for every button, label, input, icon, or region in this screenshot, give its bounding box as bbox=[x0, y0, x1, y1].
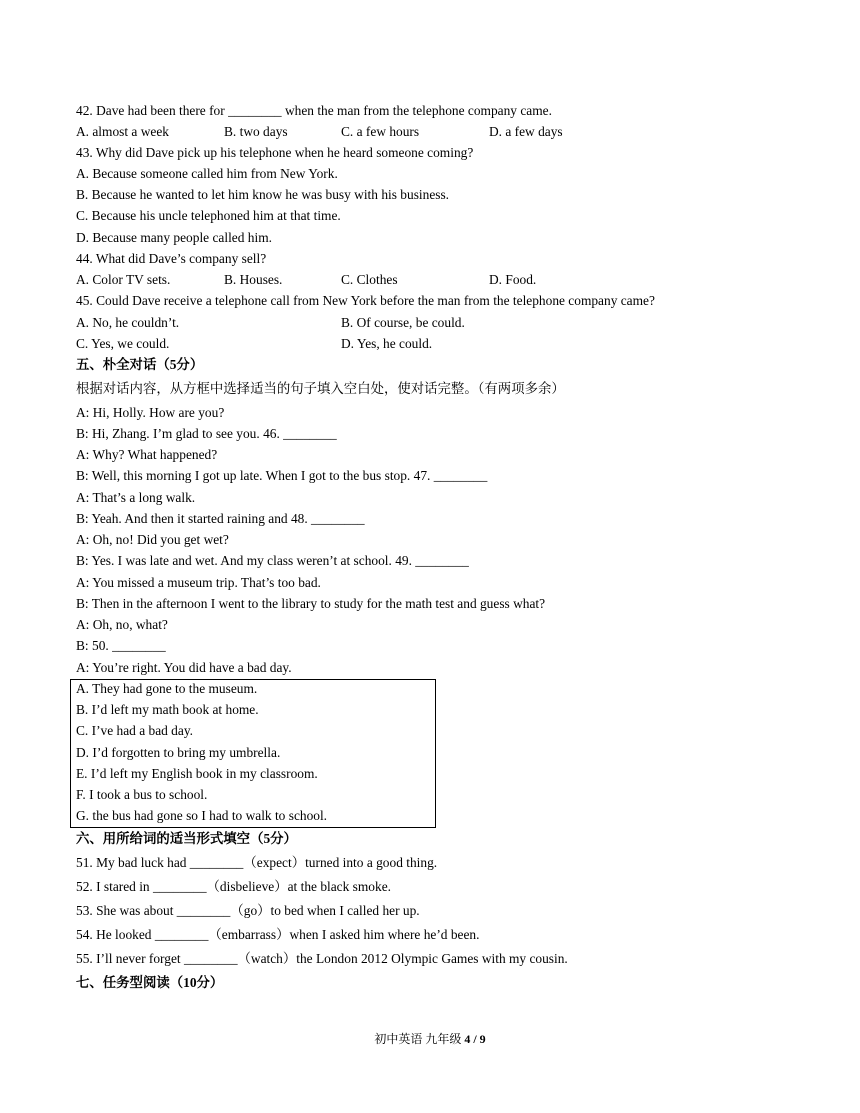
question-43-option-d: D. Because many people called him. bbox=[76, 230, 272, 245]
footer-label: 初中英语 九年级 bbox=[374, 1032, 465, 1046]
section-7-title: 七、任务型阅读（10分） bbox=[76, 975, 224, 990]
dialogue-line: B: 50. ________ bbox=[76, 638, 166, 653]
question-45-option-b: B. Of course, be could. bbox=[341, 315, 465, 330]
box-option: F. I took a bus to school. bbox=[76, 787, 208, 802]
fill-in-item: 51. My bad luck had ________（expect）turned into a good thing. bbox=[76, 855, 438, 870]
question-44-option-b: B. Houses. bbox=[224, 272, 283, 287]
dialogue-line: A: Hi, Holly. How are you? bbox=[76, 405, 225, 420]
dialogue-line: A: Why? What happened? bbox=[76, 447, 218, 462]
dialogue-line: B: Yeah. And then it started raining and 48. ________ bbox=[76, 511, 365, 526]
question-43-option-b: B. Because he wanted to let him know he was busy with his business. bbox=[76, 187, 450, 202]
section-5-title: 五、朴全对话（5分） bbox=[76, 357, 204, 372]
question-42-option-a: A. almost a week bbox=[76, 124, 169, 139]
box-option: C. I’ve had a bad day. bbox=[76, 723, 193, 738]
page-number: 4 / 9 bbox=[464, 1032, 486, 1046]
page-footer bbox=[0, 1032, 860, 1046]
box-option: B. I’d left my math book at home. bbox=[76, 702, 259, 717]
dialogue-line: B: Yes. I was late and wet. And my class weren’t at school. 49. ________ bbox=[76, 553, 469, 568]
fill-in-item: 55. I’ll never forget ________（watch）the London 2012 Olympic Games with my cousin. bbox=[76, 951, 568, 966]
dialogue-line: A: That’s a long walk. bbox=[76, 490, 196, 505]
question-45-option-d: D. Yes, he could. bbox=[341, 336, 433, 351]
question-43-stem: 43. Why did Dave pick up his telephone when he heard someone coming? bbox=[76, 145, 474, 160]
question-43-option-a: A. Because someone called him from New York. bbox=[76, 166, 338, 181]
dialogue-line: A: You missed a museum trip. That’s too bad. bbox=[76, 575, 321, 590]
fill-in-item: 53. She was about ________（go）to bed when I called her up. bbox=[76, 903, 420, 918]
question-44-option-c: C. Clothes bbox=[341, 272, 398, 287]
dialogue-line: A: Oh, no! Did you get wet? bbox=[76, 532, 229, 547]
fill-in-item: 52. I stared in ________（disbelieve）at the black smoke. bbox=[76, 879, 391, 894]
question-42-option-d: D. a few days bbox=[489, 124, 563, 139]
question-42-option-c: C. a few hours bbox=[341, 124, 420, 139]
box-option: E. I’d left my English book in my classroom. bbox=[76, 766, 318, 781]
box-option: G. the bus had gone so I had to walk to school. bbox=[76, 808, 328, 823]
dialogue-line: B: Well, this morning I got up late. When I got to the bus stop. 47. ________ bbox=[76, 468, 488, 483]
section-6-title: 六、用所给词的适当形式填空（5分） bbox=[76, 831, 297, 846]
question-44-option-a: A. Color TV sets. bbox=[76, 272, 171, 287]
question-45-stem: 45. Could Dave receive a telephone call from New York before the man from the telephone company came? bbox=[76, 293, 655, 308]
question-42-option-b: B. two days bbox=[224, 124, 288, 139]
question-43-option-c: C. Because his uncle telephoned him at that time. bbox=[76, 208, 341, 223]
box-option: D. I’d forgotten to bring my umbrella. bbox=[76, 745, 281, 760]
dialogue-line: A: Oh, no, what? bbox=[76, 617, 168, 632]
section-5-instruction: 根据对话内容，从方框中选择适当的句子填入空白处，使对话完整。（有两项多余） bbox=[76, 381, 565, 396]
box-option: A. They had gone to the museum. bbox=[76, 681, 258, 696]
question-45-option-a: A. No, he couldn’t. bbox=[76, 315, 180, 330]
question-44-option-d: D. Food. bbox=[489, 272, 537, 287]
fill-in-item: 54. He looked ________（embarrass）when I asked him where he’d been. bbox=[76, 927, 480, 942]
dialogue-line: B: Hi, Zhang. I’m glad to see you. 46. ________ bbox=[76, 426, 337, 441]
question-45-option-c: C. Yes, we could. bbox=[76, 336, 170, 351]
dialogue-line: B: Then in the afternoon I went to the library to study for the math test and guess what? bbox=[76, 596, 546, 611]
question-42-stem: 42. Dave had been there for ________ when the man from the telephone company came. bbox=[76, 103, 552, 118]
question-44-stem: 44. What did Dave’s company sell? bbox=[76, 251, 267, 266]
dialogue-line: A: You’re right. You did have a bad day. bbox=[76, 660, 292, 675]
